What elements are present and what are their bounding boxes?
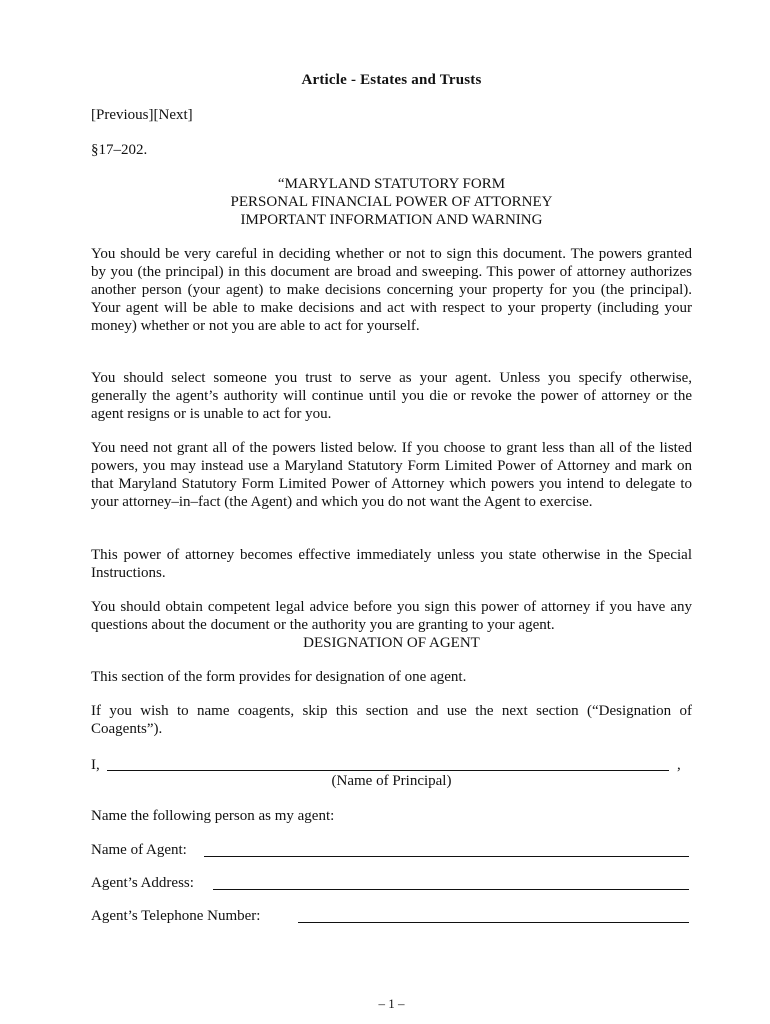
i-label: I, xyxy=(91,757,100,773)
warning-paragraph-2: You should select someone you trust to serve as your agent. Unless you specify otherwise, generally the agent’s authority will continue until you die or revoke the power of attorney or the agent resigns or is unable to act for you. xyxy=(91,370,692,422)
agent-address-field[interactable] xyxy=(213,889,689,890)
agent-phone-label: Agent’s Telephone Number: xyxy=(91,908,261,924)
agent-phone-field[interactable] xyxy=(298,922,689,923)
name-of-agent-label: Name of Agent: xyxy=(91,842,187,858)
form-heading-line-1: “MARYLAND STATUTORY FORM xyxy=(277,176,506,192)
section-number: §17–202. xyxy=(91,142,148,158)
page-number: – 1 – xyxy=(378,996,405,1011)
name-of-principal-caption: (Name of Principal) xyxy=(331,773,452,789)
next-link[interactable]: [Next] xyxy=(153,107,193,123)
comma-label: , xyxy=(677,757,681,773)
warning-paragraph-4: This power of attorney becomes effective immediately unless you state otherwise in the Special Instructions. xyxy=(91,547,692,581)
agent-address-label: Agent’s Address: xyxy=(91,875,194,891)
warning-paragraph-3: You need not grant all of the powers listed below. If you choose to grant less than all of the listed powers, you may instead use a Maryland Statutory Form Limited Power of Attorney and mark on that Maryland Statutory Form Limited Power of Attorney which powers you intend to delegate to your attorney–in–fact (the Agent) and which you do not want the Agent to exercise. xyxy=(91,440,692,510)
warning-paragraph-1: You should be very careful in deciding whether or not to sign this document. The powers granted by you (the principal) in this document are broad and sweeping. This power of attorney authorizes another person (your agent) to make decisions concerning your property for you (the principal). Your agent will be able to make decisions and act with respect to your property (including your money) whether or not you are able to act for yourself. xyxy=(91,246,692,334)
page-title: Article - Estates and Trusts xyxy=(301,72,482,88)
coagents-note: If you wish to name coagents, skip this section and use the next section (“Designation of Coagents”). xyxy=(91,703,692,737)
principal-name-field[interactable] xyxy=(107,770,669,771)
form-heading-line-2: PERSONAL FINANCIAL POWER OF ATTORNEY xyxy=(230,194,553,210)
name-following-label: Name the following person as my agent: xyxy=(91,808,335,824)
agent-name-field[interactable] xyxy=(204,856,689,857)
form-heading-line-3: IMPORTANT INFORMATION AND WARNING xyxy=(240,212,543,228)
designation-intro: This section of the form provides for designation of one agent. xyxy=(91,669,467,685)
previous-link[interactable]: [Previous] xyxy=(91,107,154,123)
nav-links xyxy=(91,107,193,124)
designation-heading: DESIGNATION OF AGENT xyxy=(303,635,480,651)
warning-paragraph-5: You should obtain competent legal advice before you sign this power of attorney if you have any questions about the document or the authority you are granting to your agent. xyxy=(91,599,692,633)
